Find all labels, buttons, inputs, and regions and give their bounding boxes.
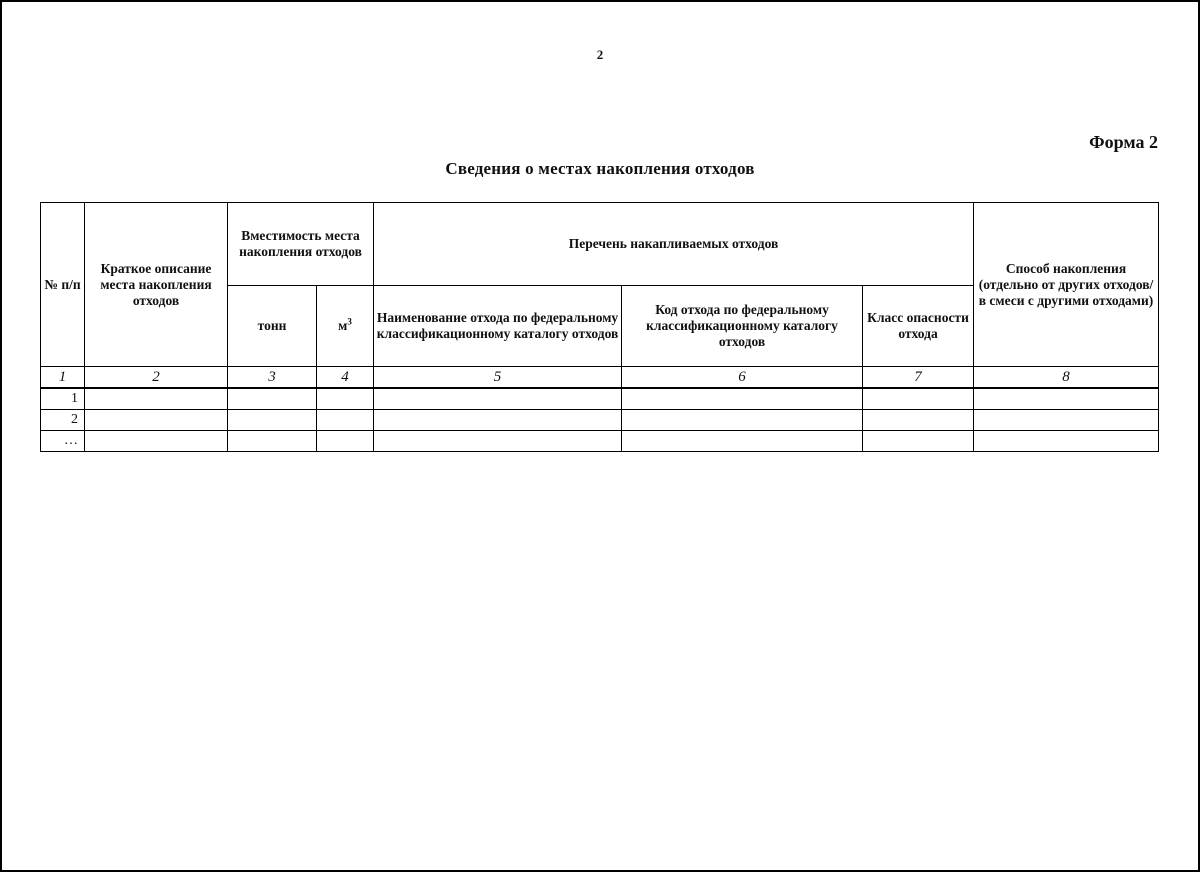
table-cell — [974, 431, 1159, 452]
table-cell — [228, 431, 317, 452]
table-cell — [228, 410, 317, 431]
form-label: Форма 2 — [1089, 132, 1158, 152]
header-row-1 — [41, 203, 1159, 286]
table-cell — [374, 388, 622, 410]
header-capacity-tons: тонн — [228, 286, 317, 367]
table-row — [41, 431, 1159, 452]
header-capacity-m3 — [317, 286, 374, 367]
table-cell — [622, 410, 863, 431]
table-cell — [85, 431, 228, 452]
table-cell — [317, 431, 374, 452]
table-cell — [85, 388, 228, 410]
header-hazard-class: Класс опасности отхода — [863, 286, 974, 367]
header-method: Способ накопления (отдельно от других отходов/в смеси с другими отходами) — [974, 203, 1159, 367]
waste-accumulation-table — [40, 202, 1159, 452]
row-number: 2 — [41, 410, 85, 431]
table-cell — [974, 410, 1159, 431]
column-number: 8 — [974, 367, 1159, 389]
column-number: 1 — [41, 367, 85, 389]
column-number: 5 — [374, 367, 622, 389]
table-cell — [317, 388, 374, 410]
table-cell — [85, 410, 228, 431]
page-number: 2 — [596, 47, 604, 62]
column-number-row — [41, 367, 1159, 389]
header-capacity-m3-exponent: 3 — [347, 316, 352, 327]
header-description: Краткое описание места накопления отходов — [85, 203, 228, 367]
table-row — [41, 410, 1159, 431]
column-number: 2 — [85, 367, 228, 389]
table-cell — [863, 410, 974, 431]
row-number: 1 — [41, 388, 85, 410]
table-cell — [863, 388, 974, 410]
header-capacity-m3-unit: м — [338, 318, 348, 333]
table-cell — [374, 410, 622, 431]
table-cell — [317, 410, 374, 431]
table-row — [41, 388, 1159, 410]
column-number: 3 — [228, 367, 317, 389]
header-waste-list: Перечень накапливаемых отходов — [374, 203, 974, 286]
table-cell — [622, 431, 863, 452]
table-cell — [863, 431, 974, 452]
column-number: 4 — [317, 367, 374, 389]
column-number: 6 — [622, 367, 863, 389]
table-cell — [974, 388, 1159, 410]
document-title: Сведения о местах накопления отходов — [445, 159, 755, 178]
column-number: 7 — [863, 367, 974, 389]
table-cell — [228, 388, 317, 410]
table-cell — [374, 431, 622, 452]
header-capacity: Вместимость места накопления отходов — [228, 203, 374, 286]
row-number: … — [41, 431, 85, 452]
table-cell — [622, 388, 863, 410]
header-waste-code: Код отхода по федеральному классификационному каталогу отходов — [622, 286, 863, 367]
header-waste-name: Наименование отхода по федеральному классификационному каталогу отходов — [374, 286, 622, 367]
header-num: № п/п — [41, 203, 85, 367]
